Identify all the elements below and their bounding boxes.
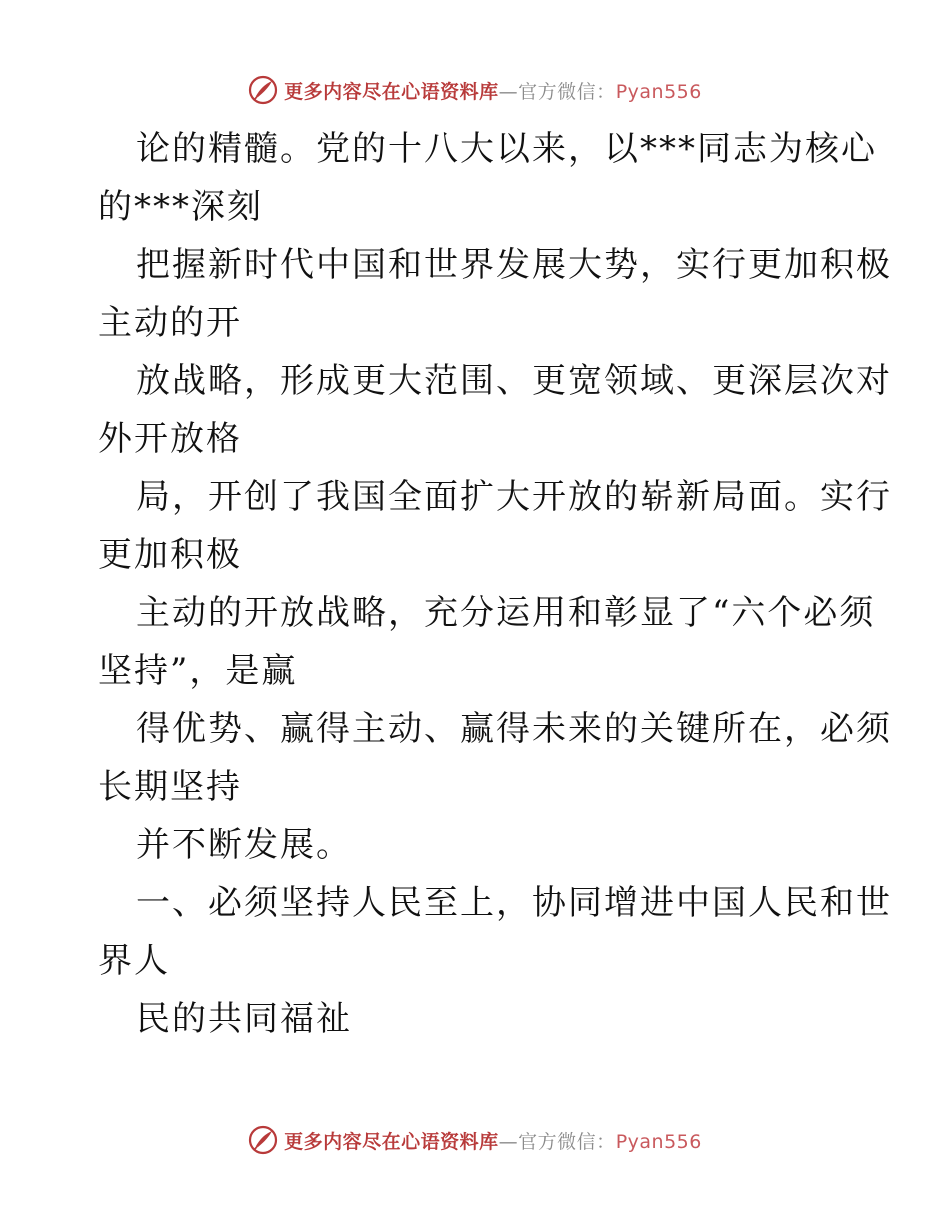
footer-dash: — <box>498 1130 519 1153</box>
footer-banner <box>0 1120 950 1160</box>
document-body <box>98 120 892 1048</box>
text-line: 得优势、赢得主动、赢得未来的关键所在，必须 <box>136 709 892 749</box>
text-line: 民的共同福祉 <box>136 999 352 1039</box>
text-line: 并不断发展。 <box>136 825 352 865</box>
text-line: 外开放格 <box>98 419 242 459</box>
header-dash: — <box>498 80 519 103</box>
header-official-label: 官方微信： <box>518 80 616 103</box>
header-site-name: 更多内容尽在心语资料库 <box>284 80 499 103</box>
text-line: 局，开创了我国全面扩大开放的崭新局面。实行 <box>136 477 892 517</box>
footer-site-name: 更多内容尽在心语资料库 <box>284 1130 499 1153</box>
text-line: 一、必须坚持人民至上，协同增进中国人民和世 <box>136 883 892 923</box>
text-line: 长期坚持 <box>98 767 242 807</box>
header-banner <box>0 70 950 110</box>
text-line: 放战略，形成更大范围、更宽领域、更深层次对 <box>136 361 892 401</box>
text-line: 坚持”，是赢 <box>98 651 298 691</box>
text-line: 界人 <box>98 941 170 981</box>
header-wechat-id: Pyan556 <box>615 80 702 103</box>
footer-text <box>284 1127 702 1154</box>
quill-logo-icon <box>248 1125 278 1155</box>
text-line: 把握新时代中国和世界发展大势，实行更加积极 <box>136 245 892 285</box>
text-line: 论的精髓。党的十八大以来，以***同志为核心 <box>136 129 877 169</box>
footer-wechat-id: Pyan556 <box>615 1130 702 1153</box>
header-text <box>284 77 702 104</box>
quill-logo-icon <box>248 75 278 105</box>
text-line: 的***深刻 <box>98 187 263 227</box>
text-line: 更加积极 <box>98 535 242 575</box>
text-line: 主动的开 <box>98 303 242 343</box>
text-line: 主动的开放战略，充分运用和彰显了“六个必须 <box>136 593 876 633</box>
footer-official-label: 官方微信： <box>518 1130 616 1153</box>
